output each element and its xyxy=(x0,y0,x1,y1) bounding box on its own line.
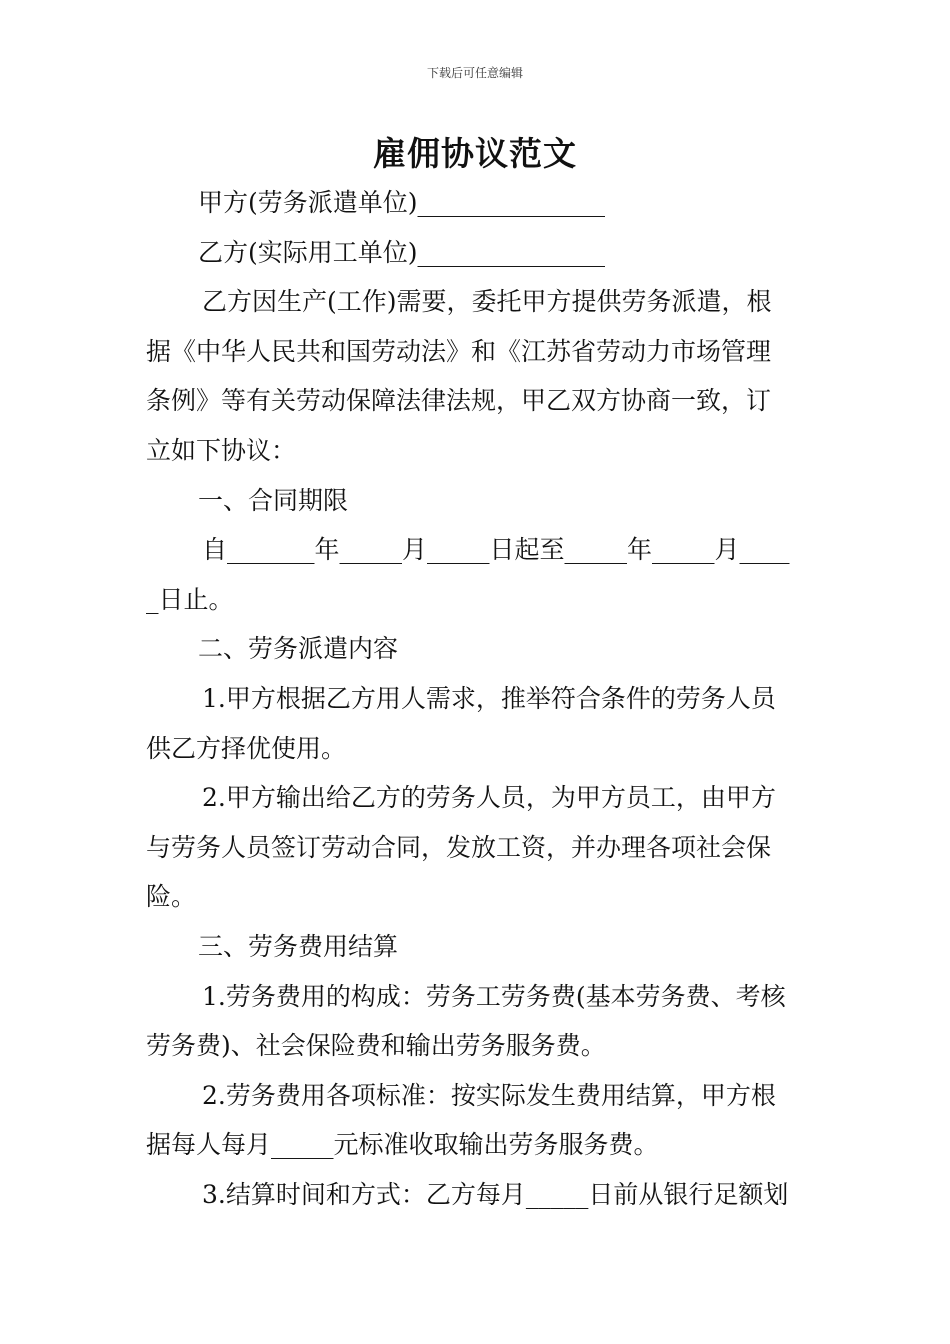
paragraph-line: 劳务费)、社会保险费和输出劳务服务费。 xyxy=(146,1031,606,1061)
page-header-note: 下载后可任意编辑 xyxy=(426,66,523,80)
section-heading: 一、合同期限 xyxy=(198,485,349,515)
paragraph-line: 自_______年_____月_____日起至_____年_____月____ xyxy=(202,535,790,565)
paragraph-line: 3.结算时间和方式：乙方每月_____日前从银行足额划 xyxy=(202,1179,789,1209)
document-title: 雇佣协议范文 xyxy=(373,134,577,173)
paragraph-line: 条例》等有关劳动保障法律法规，甲乙双方协商一致，订 xyxy=(146,386,772,416)
paragraph-line: 据每人每月_____元标准收取输出劳务服务费。 xyxy=(146,1130,659,1160)
paragraph-line: 据《中华人民共和国劳动法》和《江苏省劳动力市场管理 xyxy=(146,336,772,366)
section-heading: 二、劳务派遣内容 xyxy=(198,634,399,664)
paragraph-line: 2.甲方输出给乙方的劳务人员，为甲方员工，由甲方 xyxy=(202,783,776,813)
paragraph-line: 2.劳务费用各项标准：按实际发生费用结算，甲方根 xyxy=(202,1080,776,1110)
party-a-line: 甲方(劳务派遣单位)_______________ xyxy=(198,188,606,217)
party-b-line: 乙方(实际用工单位)_______________ xyxy=(198,237,606,267)
paragraph-line: 1.劳务费用的构成：劳务工劳务费(基本劳务费、考核 xyxy=(202,981,786,1011)
paragraph-line: 立如下协议： xyxy=(146,435,297,465)
paragraph-line: 供乙方择优使用。 xyxy=(146,733,347,763)
paragraph-line: 险。 xyxy=(146,882,197,912)
section-heading: 三、劳务费用结算 xyxy=(198,931,399,961)
paragraph-line: 乙方因生产(工作)需要，委托甲方提供劳务派遣，根 xyxy=(202,287,772,317)
paragraph-line: 与劳务人员签订劳动合同，发放工资，并办理各项社会保 xyxy=(146,832,772,862)
paragraph-line: _日止。 xyxy=(146,584,234,614)
paragraph-line: 1.甲方根据乙方用人需求，推举符合条件的劳务人员 xyxy=(202,683,776,713)
document-body xyxy=(146,178,808,1219)
